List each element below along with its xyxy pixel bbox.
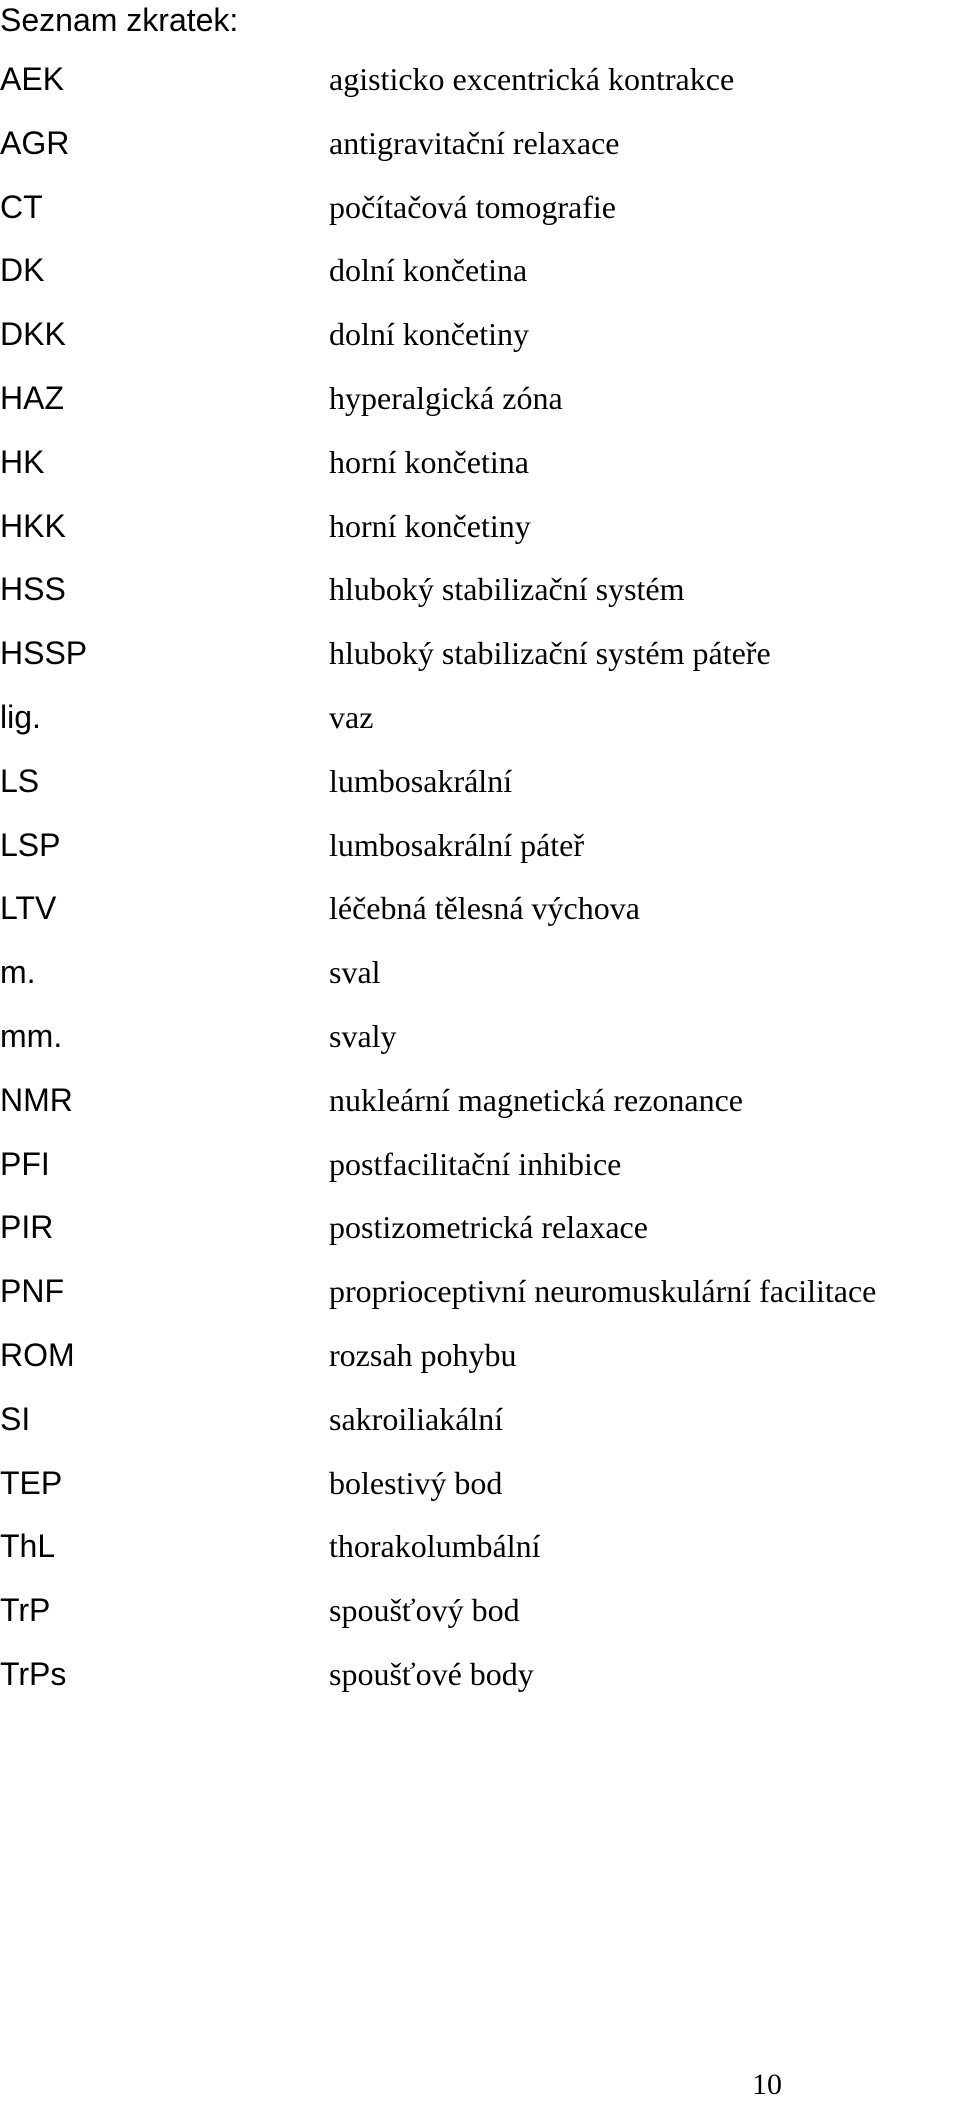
abbreviation-meaning: thorakolumbální <box>329 1528 541 1565</box>
abbreviation-code: PNF <box>0 1273 64 1310</box>
list-item <box>0 503 960 567</box>
abbreviation-code: HKK <box>0 507 66 544</box>
list-item <box>0 56 960 120</box>
abbreviation-meaning: spoušťový bod <box>329 1592 520 1629</box>
abbreviation-code: ROM <box>0 1336 75 1373</box>
abbreviation-code: NMR <box>0 1081 73 1118</box>
list-item <box>0 822 960 886</box>
abbreviation-meaning: rozsah pohybu <box>329 1336 517 1373</box>
abbreviation-code: TrPs <box>0 1655 67 1692</box>
abbreviation-meaning: dolní končetina <box>329 252 528 289</box>
list-item <box>0 1396 960 1460</box>
abbreviation-meaning: lumbosakrální páteř <box>329 826 585 863</box>
abbreviation-meaning: postizometrická relaxace <box>329 1209 648 1246</box>
abbreviation-meaning: hyperalgická zóna <box>329 379 563 416</box>
list-item <box>0 120 960 184</box>
abbreviation-meaning: hluboký stabilizační systém páteře <box>329 635 771 672</box>
abbreviation-meaning: postfacilitační inhibice <box>329 1145 622 1182</box>
abbreviation-code: TrP <box>0 1592 51 1629</box>
list-item <box>0 1013 960 1077</box>
list-item <box>0 1460 960 1524</box>
abbreviation-meaning: počítačová tomografie <box>329 188 616 225</box>
abbreviation-meaning: sakroiliakální <box>329 1400 504 1437</box>
list-item <box>0 758 960 822</box>
list-item <box>0 247 960 311</box>
abbreviation-code: HSSP <box>0 635 88 672</box>
abbreviation-list <box>0 56 960 1715</box>
list-item <box>0 1651 960 1715</box>
abbreviation-meaning: bolestivý bod <box>329 1464 503 1501</box>
abbreviation-code: DKK <box>0 316 66 353</box>
list-item <box>0 566 960 630</box>
abbreviation-code: PFI <box>0 1145 50 1182</box>
abbreviation-meaning: vaz <box>329 698 374 735</box>
abbreviation-meaning: proprioceptivní neuromuskulární facilitace <box>329 1273 877 1310</box>
list-item <box>0 439 960 503</box>
abbreviation-code: LS <box>0 762 40 799</box>
abbreviation-code: HSS <box>0 571 66 608</box>
list-item <box>0 949 960 1013</box>
list-item <box>0 694 960 758</box>
abbreviation-code: ThL <box>0 1528 56 1565</box>
list-item <box>0 375 960 439</box>
abbreviation-meaning: léčebná tělesná výchova <box>329 890 640 927</box>
list-item <box>0 1332 960 1396</box>
list-item <box>0 1587 960 1651</box>
abbreviation-code: lig. <box>0 698 41 735</box>
abbreviation-code: LTV <box>0 890 57 927</box>
abbreviation-code: TEP <box>0 1464 63 1501</box>
list-item <box>0 311 960 375</box>
list-item <box>0 885 960 949</box>
abbreviation-meaning: agisticko excentrická kontrakce <box>329 61 735 97</box>
abbreviation-code: DK <box>0 252 45 289</box>
abbreviation-meaning: sval <box>329 954 381 991</box>
page-heading: Seznam zkratek: <box>0 2 239 38</box>
abbreviation-meaning: svaly <box>329 1017 397 1054</box>
page-number: 10 <box>752 2068 782 2101</box>
abbreviation-code: LSP <box>0 826 61 863</box>
abbreviation-code: AGR <box>0 124 70 161</box>
list-item <box>0 630 960 694</box>
list-item <box>0 1141 960 1205</box>
list-item <box>0 184 960 248</box>
abbreviation-meaning: nukleární magnetická rezonance <box>329 1081 743 1118</box>
list-item <box>0 1204 960 1268</box>
abbreviation-meaning: antigravitační relaxace <box>329 124 620 161</box>
abbreviation-code: m. <box>0 954 36 991</box>
abbreviation-meaning: lumbosakrální <box>329 762 513 799</box>
abbreviation-meaning: hluboký stabilizační systém <box>329 571 685 608</box>
abbreviation-code: HK <box>0 443 45 480</box>
abbreviation-code: PIR <box>0 1209 54 1246</box>
abbreviation-code: AEK <box>0 61 65 97</box>
abbreviation-meaning: horní končetiny <box>329 507 531 544</box>
list-item <box>0 1268 960 1332</box>
list-item <box>0 1077 960 1141</box>
abbreviation-code: SI <box>0 1400 31 1437</box>
abbreviation-meaning: dolní končetiny <box>329 316 529 353</box>
abbreviation-code: CT <box>0 188 43 225</box>
abbreviation-code: HAZ <box>0 379 64 416</box>
abbreviation-meaning: horní končetina <box>329 443 529 480</box>
abbreviation-code: mm. <box>0 1017 63 1054</box>
abbreviation-meaning: spoušťové body <box>329 1655 534 1692</box>
list-item <box>0 1523 960 1587</box>
